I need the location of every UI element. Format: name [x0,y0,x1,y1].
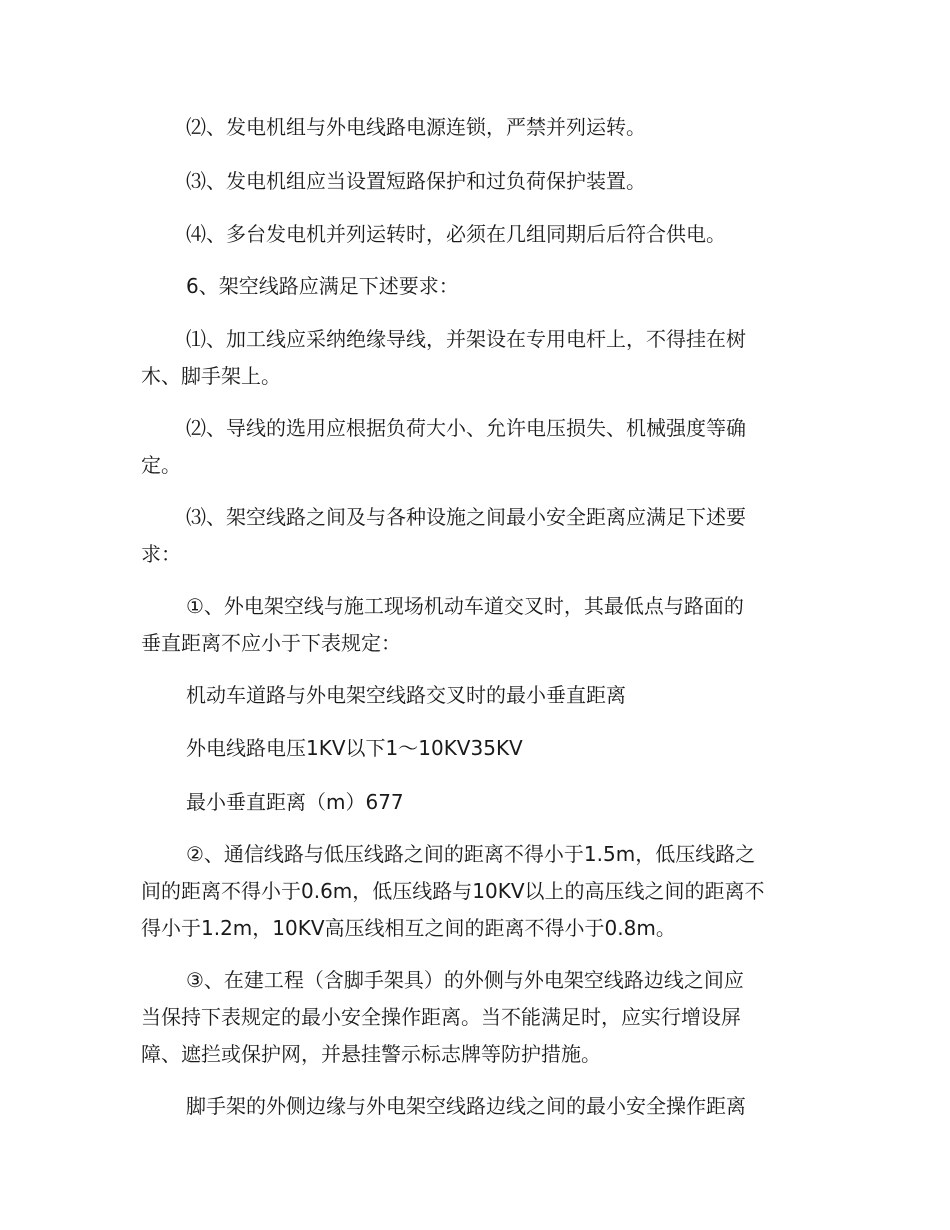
paragraph-10-line-0: 最小垂直距离（m）677 [186,790,404,814]
paragraph-11-line-1: 间的距离不得小于0.6m，低压线路与10KV以上的高压线之间的距离不 [141,879,765,903]
paragraph-11-line-2: 得小于1.2m，10KV高压线相互之间的距离不得小于0.8m。 [141,916,676,940]
paragraph-11-line-0: ②、通信线路与低压线路之间的距离不得小于1.5m，低压线路之 [186,842,756,866]
paragraph-6-line-0: ⑶、架空线路之间及与各种设施之间最小安全距离应满足下述要 [186,505,746,529]
paragraph-12-line-0: ③、在建工程（含脚手架具）的外侧与外电架空线路边线之间应 [186,968,744,992]
paragraph-9-line-0: 外电线路电压1KV以下1～10KV35KV [186,736,523,760]
paragraph-0-line-0: ⑵、发电机组与外电线路电源连锁，严禁并列运转。 [186,115,646,139]
paragraph-6-line-1: 求： [141,542,181,566]
paragraph-5-line-0: ⑵、导线的选用应根据负荷大小、允许电压损失、机械强度等确 [186,416,746,440]
paragraph-3-line-0: 6、架空线路应满足下述要求： [186,274,459,298]
paragraph-2-line-0: ⑷、多台发电机并列运转时，必须在几组同期后后符合供电。 [186,222,726,246]
paragraph-7-line-0: ①、外电架空线与施工现场机动车道交叉时，其最低点与路面的 [186,594,744,618]
paragraph-12-line-1: 当保持下表规定的最小安全操作距离。当不能满足时，应实行增设屏 [141,1005,741,1029]
paragraph-1-line-0: ⑶、发电机组应当设置短路保护和过负荷保护装置。 [186,169,646,193]
paragraph-12-line-2: 障、遮拦或保护网，并悬挂警示标志牌等防护措施。 [141,1042,601,1066]
paragraph-7-line-1: 垂直距离不应小于下表规定： [141,631,401,655]
paragraph-8-line-0: 机动车道路与外电架空线路交叉时的最小垂直距离 [186,683,626,707]
paragraph-5-line-1: 定。 [141,453,181,477]
paragraph-4-line-1: 木、脚手架上。 [141,364,281,388]
paragraph-13-line-0: 脚手架的外侧边缘与外电架空线路边线之间的最小安全操作距离 [186,1094,746,1118]
paragraph-4-line-0: ⑴、加工线应采纳绝缘导线，并架设在专用电杆上，不得挂在树 [186,327,746,351]
